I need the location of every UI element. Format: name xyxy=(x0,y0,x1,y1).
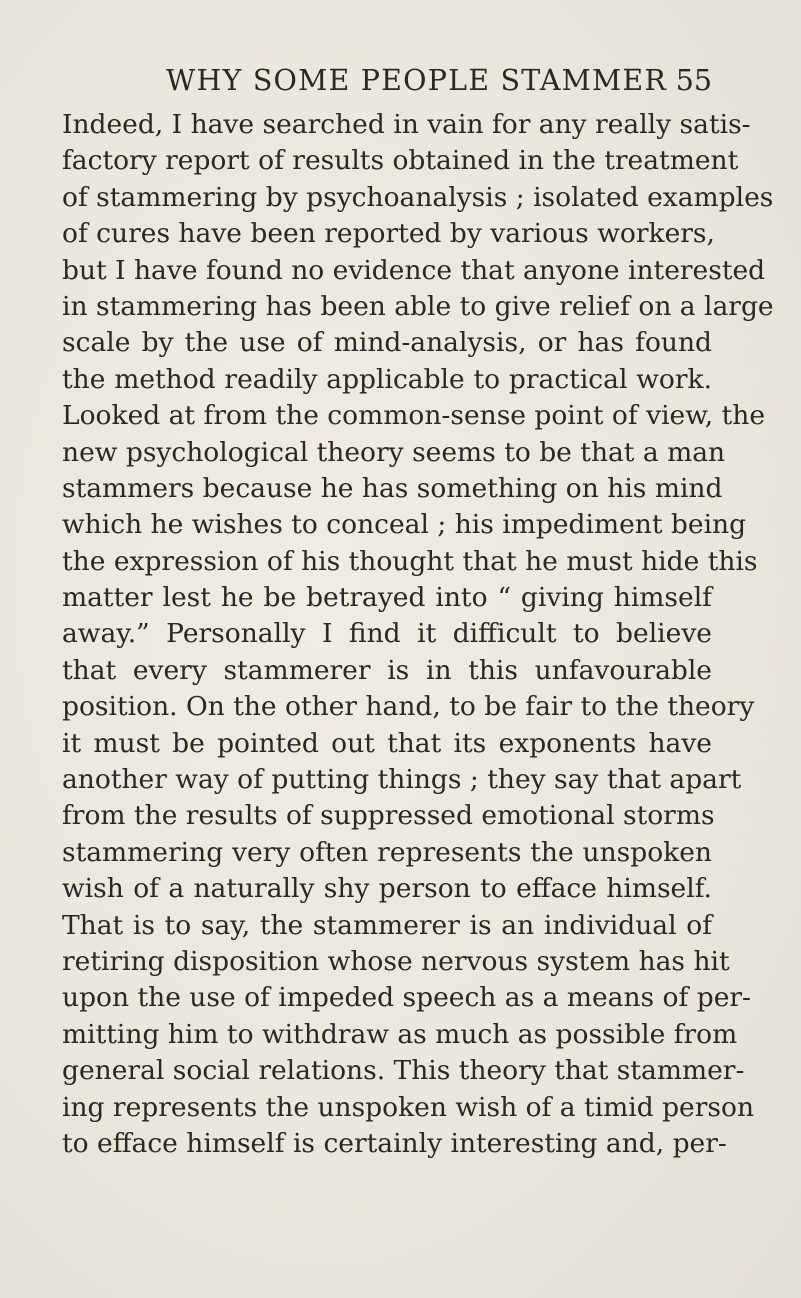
text-line: position. On the other hand, to be fair to the theory xyxy=(62,691,755,723)
text-line: mitting him to withdraw as much as possible from xyxy=(62,1018,738,1050)
text-line: scale by the use of mind-analysis, or has found xyxy=(62,327,712,359)
text-line: factory report of results obtained in the treatment xyxy=(62,145,739,177)
text-line: it must be pointed out that its exponents have xyxy=(62,727,712,759)
text-line: stammers because he has something on his mind xyxy=(62,472,723,504)
text-line: the expression of his thought that he must hide this xyxy=(62,545,758,577)
text-line: away.” Personally I find it difficult to believe xyxy=(62,618,712,650)
text-line: stammering very often represents the unspoken xyxy=(62,836,712,868)
text-line: ing represents the unspoken wish of a timid person xyxy=(62,1091,755,1123)
running-title: WHY SOME PEOPLE STAMMER xyxy=(166,64,668,97)
running-head xyxy=(62,64,712,104)
text-line: Looked at from the common-sense point of view, the xyxy=(62,400,766,432)
text-line: to efface himself is certainly interesting and, per- xyxy=(62,1127,727,1159)
text-line: of cures have been reported by various workers, xyxy=(62,218,715,250)
text-line: the method readily applicable to practical work. xyxy=(62,363,712,395)
text-line: That is to say, the stammerer is an individual of xyxy=(62,909,712,941)
text-line: another way of putting things ; they say that apart xyxy=(62,764,742,796)
text-line: which he wishes to conceal ; his impediment being xyxy=(62,509,747,541)
text-line: matter lest he be betrayed into “ giving himself xyxy=(62,582,712,614)
text-line: but I have found no evidence that anyone interested xyxy=(62,254,766,286)
text-line: new psychological theory seems to be that a man xyxy=(62,436,726,468)
text-line: that every stammerer is in this unfavourable xyxy=(62,654,712,686)
body-text xyxy=(62,107,774,1162)
text-line: upon the use of impeded speech as a means of per- xyxy=(62,982,751,1014)
text-line: from the results of suppressed emotional storms xyxy=(62,800,715,832)
text-line: of stammering by psychoanalysis ; isolated examples xyxy=(62,181,774,213)
page-number: 55 xyxy=(675,64,712,97)
text-line: in stammering has been able to give relief on a large xyxy=(62,290,774,322)
text-line: wish of a naturally shy person to efface himself. xyxy=(62,873,712,905)
text-line: general social relations. This theory that stammer- xyxy=(62,1055,745,1087)
text-line: Indeed, I have searched in vain for any really satis- xyxy=(62,109,751,140)
text-line: retiring disposition whose nervous system has hit xyxy=(62,945,730,977)
